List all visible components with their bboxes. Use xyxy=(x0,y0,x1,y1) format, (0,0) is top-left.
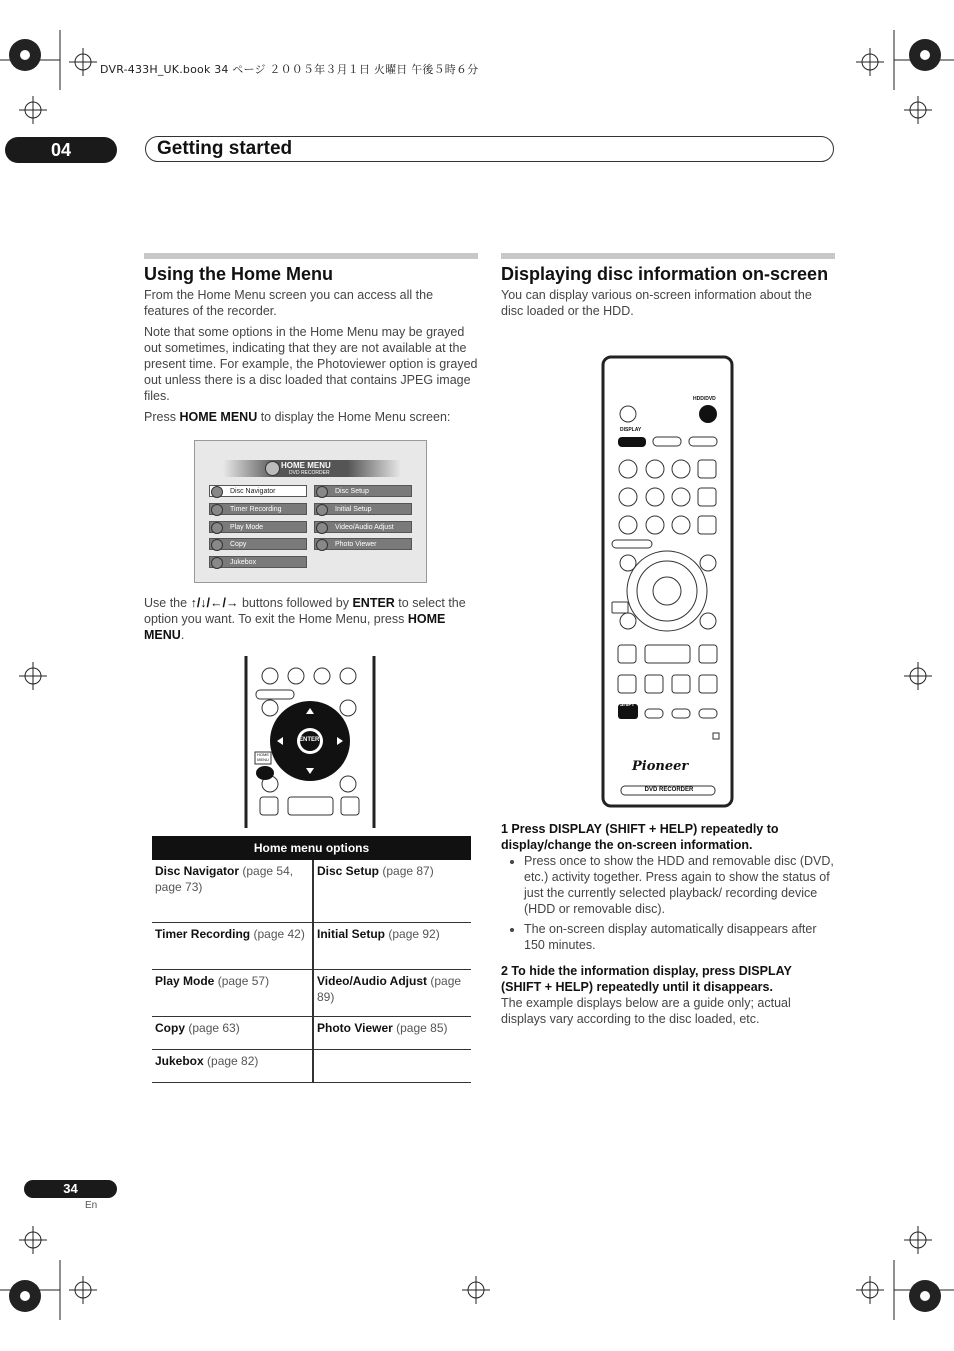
menu-item-icon xyxy=(316,504,328,516)
section-bar-right xyxy=(501,253,835,259)
table-cell: Jukebox (page 82) xyxy=(152,1050,313,1083)
left-column xyxy=(144,263,478,425)
menu-item-icon xyxy=(211,504,223,516)
navigation-instruction: Use the ↑/↓/←/→ buttons followed by ENTER to select the option you want. To exit the Home Menu, press HOME MENU. xyxy=(144,596,466,642)
home-menu-item[interactable]: Disc Setup xyxy=(314,485,412,497)
home-menu-screen-title: HOME MENU xyxy=(281,461,331,470)
home-menu-item[interactable]: Play Mode xyxy=(209,521,307,533)
home-menu-intro: From the Home Menu screen you can access all the features of the recorder. xyxy=(144,288,434,318)
table-cell: Video/Audio Adjust (page 89) xyxy=(313,970,471,1017)
table-row xyxy=(152,970,471,1017)
home-menu-item[interactable]: Timer Recording xyxy=(209,503,307,515)
table-header: Home menu options xyxy=(152,836,471,860)
home-menu-options-table xyxy=(152,836,471,1083)
menu-item-icon xyxy=(316,539,328,551)
table-cell: Disc Navigator (page 54, page 73) xyxy=(152,860,313,923)
home-menu-screen-subtitle: DVD RECORDER xyxy=(289,470,330,476)
step-1-bullets xyxy=(501,853,835,953)
disc-icon xyxy=(265,461,280,476)
home-menu-screen xyxy=(194,440,427,583)
menu-item-icon xyxy=(211,522,223,534)
menu-item-icon xyxy=(316,522,328,534)
home-menu-item[interactable]: Photo Viewer xyxy=(314,538,412,550)
menu-item-icon xyxy=(211,486,223,498)
home-menu-note: Note that some options in the Home Menu may be grayed out sometimes, indicating that they are not available at the present time. For example, the Photoviewer option is grayed out unless there is a disc loaded that contains JPEG image files. xyxy=(144,325,478,403)
table-cell: Timer Recording (page 42) xyxy=(152,923,313,970)
table-cell: Initial Setup (page 92) xyxy=(313,923,471,970)
file-info-line: DVR-433H_UK.book 34 ページ ２００５年３月１日 火曜日 午後５時６分 xyxy=(100,63,479,76)
disc-info-intro: You can display various on-screen information about the disc loaded or the HDD. xyxy=(501,288,812,318)
chapter-title: Getting started xyxy=(157,138,293,159)
home-menu-instruction: Press HOME MENU to display the Home Menu screen: xyxy=(144,410,451,424)
bullet-item: • Press once to show the HDD and removable disc (DVD, etc.) activity together. Press again to show the status of just the currently selected playback/ recording device (HDD or removable disc). xyxy=(524,853,835,917)
table-cell: Photo Viewer (page 85) xyxy=(313,1017,471,1050)
menu-item-icon xyxy=(211,539,223,551)
section-bar-left xyxy=(144,253,478,259)
remote-enter-label: ENTER xyxy=(299,737,320,743)
step-2: 2 To hide the information display, press DISPLAY (SHIFT + HELP) repeatedly until it disappears. xyxy=(501,964,792,994)
display-label: DISPLAY xyxy=(620,427,642,433)
menu-item-icon xyxy=(316,486,328,498)
menu-item-icon xyxy=(211,557,223,569)
home-menu-item[interactable]: Video/Audio Adjust xyxy=(314,521,412,533)
home-menu-item[interactable]: Jukebox xyxy=(209,556,307,568)
remote-home-menu-label: HOME MENU xyxy=(257,752,269,762)
table-cell: Copy (page 63) xyxy=(152,1017,313,1050)
home-menu-item[interactable]: Initial Setup xyxy=(314,503,412,515)
right-steps xyxy=(501,821,835,1027)
disc-info-heading: Displaying disc information on-screen xyxy=(501,264,829,284)
right-column xyxy=(501,263,835,319)
table-row xyxy=(152,1050,471,1083)
dvd-recorder-label: DVD RECORDER xyxy=(644,787,694,793)
page-number: 34 xyxy=(24,1180,117,1198)
shift-label: SHIFT xyxy=(620,702,635,708)
home-menu-heading: Using the Home Menu xyxy=(144,264,334,284)
pioneer-logo: Pioneer xyxy=(632,759,689,774)
bullet-item: • The on-screen display automatically disappears after 150 minutes. xyxy=(524,921,835,953)
table-cell: Play Mode (page 57) xyxy=(152,970,313,1017)
table-row xyxy=(152,860,471,923)
home-menu-item[interactable]: Disc Navigator xyxy=(209,485,307,497)
table-cell xyxy=(313,1050,471,1083)
step-1: 1 Press DISPLAY (SHIFT + HELP) repeatedly to display/change the on-screen information. xyxy=(501,822,779,852)
table-cell: Disc Setup (page 87) xyxy=(313,860,471,923)
chapter-number: 04 xyxy=(5,137,117,163)
table-row xyxy=(152,923,471,970)
remote-full-illustration xyxy=(601,355,734,808)
example-note: The example displays below are a guide only; actual displays vary according to the disc loaded, etc. xyxy=(501,996,791,1026)
hdd-dvd-label: HDD/DVD xyxy=(693,396,716,402)
table-row xyxy=(152,1017,471,1050)
language-tag: En xyxy=(85,1200,98,1211)
home-menu-item[interactable]: Copy xyxy=(209,538,307,550)
